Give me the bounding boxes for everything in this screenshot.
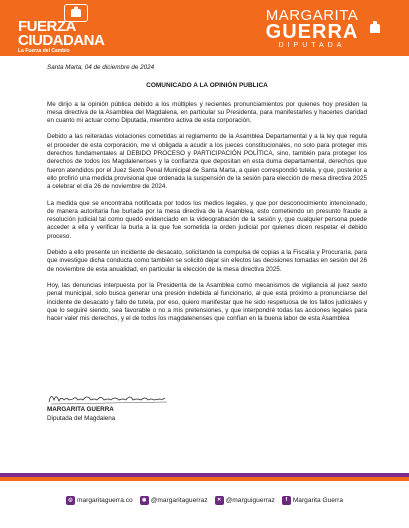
candidate-last-name: GUERRA <box>265 21 359 43</box>
letter-title: COMUNICADO A LA OPINIÓN PUBLICA <box>146 82 268 90</box>
candidate-logo <box>247 8 377 52</box>
paragraph-2: Debido a las reiteradas violaciones cometidas al reglamento de la Asamblea Departamental y a la ley que regula el proceder de esta corporación, me vi obligada a acudir a los jueces constitucionales, no solo para proteger mis derechos fundamentales al DEBIDO PROCESO y PARTICIPACIÓN POLÍTICA, sino, también para proteger los derechos de todos los Magdalenenses y la confianza que depositan en esta duma departamental, derechos que fueron atendidos por el Juez Sexto Penal Municipal de Santa Marta, a quien correspondió tutela, y que, posterior a ello profirió una medida provisional que ordenada la suspensión de la sesión para elección de mesa directiva 2025 a celebrar el día 26 de noviembre de 2024. <box>47 133 367 191</box>
signer-name: MARGARITA GUERRA <box>47 406 114 413</box>
letter-date: Santa Marta, 04 de diciembre de 2024 <box>47 64 155 71</box>
party-tagline: La Fuerza del Cambio <box>18 48 70 54</box>
footer-contacts <box>0 488 409 512</box>
twitter-icon: ✕ <box>215 496 224 505</box>
raised-fist-icon <box>367 20 383 34</box>
fuerza-ciudadana-logo <box>18 4 130 52</box>
candidate-first-name: MARGARITA <box>265 7 359 24</box>
letter-body <box>47 62 367 331</box>
handwritten-signature <box>47 390 187 406</box>
letterhead-banner <box>0 0 409 56</box>
paragraph-1: Me dirijo a la opinión pública debido a los múltiples y recientes pronunciamientos por quienes hoy presiden la mesa directiva de la Asamblea del Magdalena, en particular su Presidenta, para manifestarles y hacerles claridad en cuanto mi actuar como Diputada, miembro activa de esta corporación. <box>47 100 367 125</box>
paragraph-4: Debido a ello presente un incidente de desacato, solicitando la compulsa de copias a la Fiscalía y Procuraría, para que investigue dicha conducta como también se solicitó dejar sin efectos las decisiones tomadas en sesión del 26 de noviembre de esta anualidad, en particular la elección de la mesa directiva 2025. <box>47 249 367 273</box>
web-icon: ◎ <box>66 496 75 505</box>
party-name-line1: FUERZA <box>18 18 76 35</box>
footer-facebook[interactable] <box>282 496 343 505</box>
party-name <box>18 20 104 55</box>
paragraph-3: La medida que se encontraba notificada por todos los medios legales, y que por desconocimiento intencionado, de manera autoritaria fue burlada por la mesa directiva de la Asamblea, esto cometiendo un presunto fraude a resolución judicial tal como quedó evidenciado en la videograbación de la sesión y, que cualquier persona puede acceder a ella y verificar la burla a la que fue sometida la orden judicial por quienes dicen respetar el debido proceso. <box>47 199 367 240</box>
party-name-line2: CIUDADANA <box>18 32 105 49</box>
instagram-handle: @margaritaguerraz <box>150 496 208 504</box>
footer-twitter[interactable] <box>215 496 275 505</box>
instagram-icon: ◉ <box>140 496 149 505</box>
candidate-role: DIPUTADA <box>278 42 346 49</box>
twitter-handle: @marguiguerraz <box>225 496 275 504</box>
facebook-icon: f <box>282 496 291 505</box>
footer-instagram[interactable] <box>140 496 208 505</box>
website-text: margaritaguerra.co <box>76 496 133 504</box>
footer-stripe-orange <box>0 477 409 481</box>
paragraph-5: Hoy, las denuncias interpuesta por la Presidenta de la Asamblea como mecanismos de vigilancia al juez sexto penal municipal, solo busca generar una presión indebida al funcionario, al que está próximo a pronunciarse del incidente de desacato y fallo de tutela, por eso, quiero manifestar que he sido respetuosa de los fallos judiciales y que lo seguiré siendo, sea favorable o no a mis pretensiones, y que interpondré todas las acciones legales para hacer valer mis derechos, y el de todos los magdalenenses que confían en la buena labor de esta Asamblea <box>47 281 367 323</box>
footer-website[interactable] <box>66 496 133 505</box>
signer-role: Diputada del Magdalena <box>47 415 116 422</box>
facebook-name: Margarita Guerra <box>292 496 344 504</box>
